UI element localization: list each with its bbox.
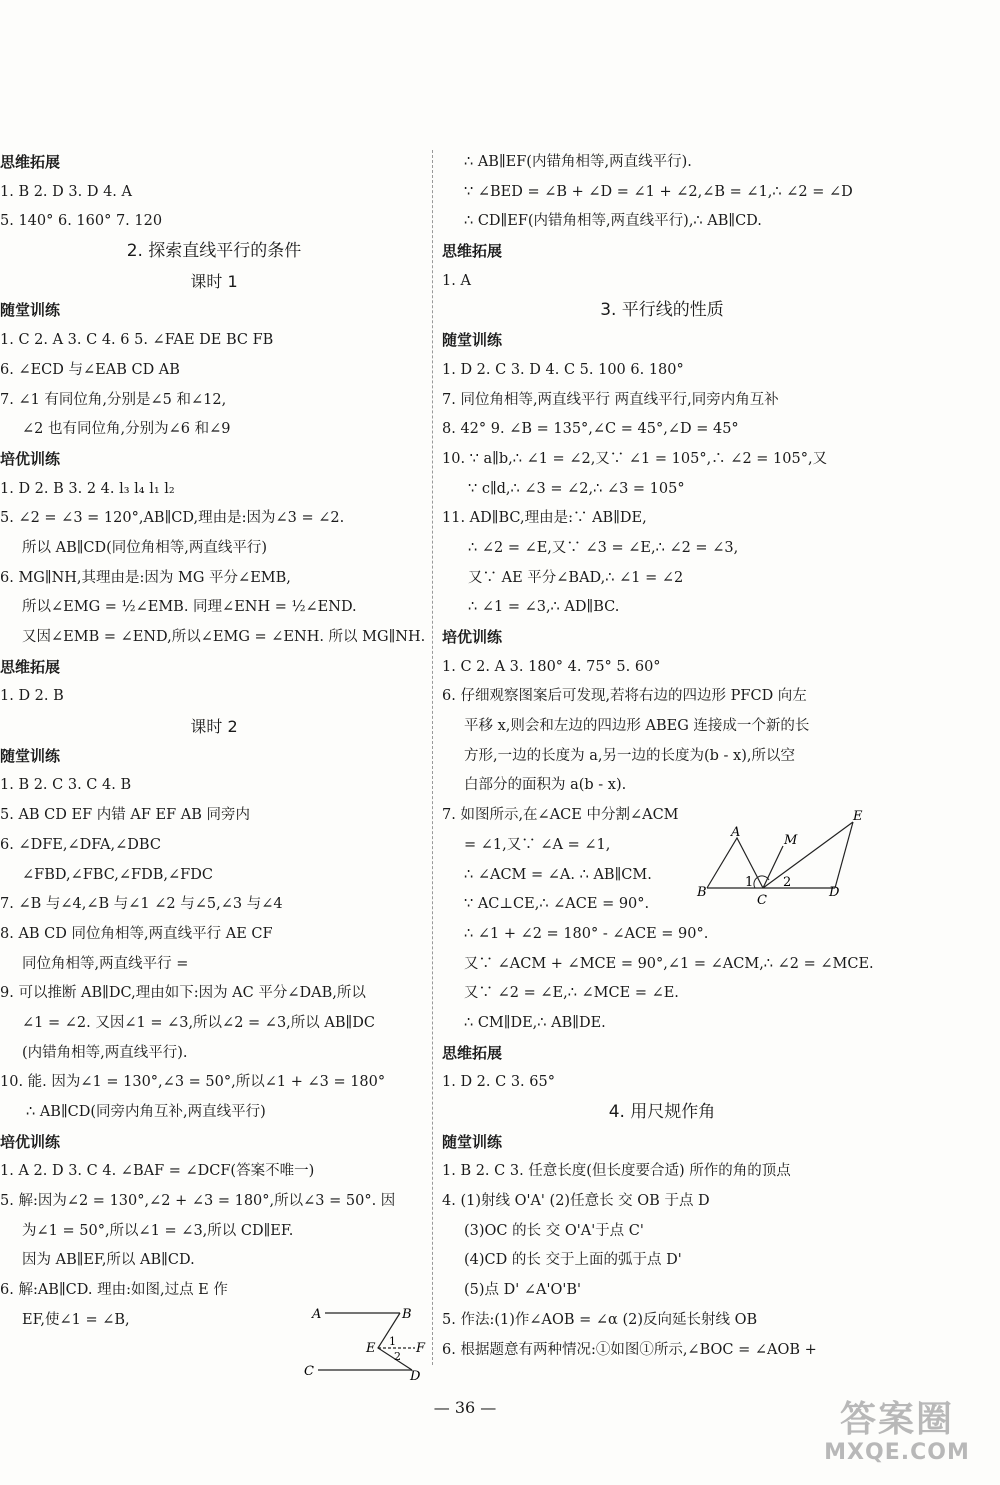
section-heading: 思维拓展	[0, 657, 61, 676]
answer-line: 5. AB CD EF 内错 AF EF AB 同旁内	[0, 807, 251, 824]
answer-line: 7. ∠1 有同位角,分别是∠5 和∠12,	[0, 391, 227, 408]
answer-line-continued: 同位角相等,两直线平行 =	[22, 955, 189, 972]
answer-line-continued: ∠2 也有同位角,分别为∠6 和∠9	[22, 421, 231, 438]
section-heading: 随堂训练	[442, 1132, 503, 1151]
answer-line: 6. 仔细观察图案后可发现,若将右边的四边形 PFCD 向左	[442, 688, 807, 705]
answer-line-continued: (内错角相等,两直线平行).	[22, 1044, 188, 1061]
fig2-label-A: A	[731, 825, 741, 840]
answer-line: 8. 42° 9. ∠B = 135°,∠C = 45°,∠D = 45°	[442, 421, 739, 438]
section-heading: 培优训练	[442, 628, 503, 646]
answer-line-continued: 平移 x,则会和左边的四边形 ABEG 连接成一个新的长	[464, 718, 810, 735]
answer-line-continued: ∵ c∥d,∴ ∠3 = ∠2,∴ ∠3 = 105°	[468, 480, 685, 497]
answer-line: 6. ∠DFE,∠DFA,∠DBC	[0, 836, 161, 853]
section-heading: 思维拓展	[442, 1043, 503, 1062]
right-column	[442, 148, 882, 1365]
fig1-label-D: D	[410, 1369, 421, 1384]
fig1-angle-1: 1	[389, 1335, 396, 1348]
fig1-label-F: F	[416, 1341, 426, 1356]
answer-line-continued: ∴ ∠1 = ∠3,∴ AD∥BC.	[468, 599, 620, 616]
answer-line: 7. ∠B 与∠4,∠B 与∠1 ∠2 与∠5,∠3 与∠4	[0, 896, 283, 913]
answer-line: 5. 解:因为∠2 = 130°,∠2 + ∠3 = 180°,所以∠3 = 50°. 因	[0, 1193, 396, 1210]
answer-line-continued: ∴ CM∥DE,∴ AB∥DE.	[464, 1014, 606, 1031]
answer-line: 9. 可以推断 AB∥DC,理由如下:因为 AC 平分∠DAB,所以	[0, 985, 366, 1002]
answer-line-continued: 又因∠EMB = ∠END,所以∠EMG = ∠ENH. 所以 MG∥NH.	[22, 629, 426, 645]
answer-line-continued: ∴ ∠1 + ∠2 = 180° - ∠ACE = 90°.	[464, 925, 709, 942]
section-heading: 思维拓展	[0, 153, 61, 171]
answer-line-continued: EF,使∠1 = ∠B,	[22, 1311, 130, 1328]
lesson-title: 课时 2	[190, 717, 238, 737]
answer-line: 6. 根据题意有两种情况:①如图①所示,∠BOC = ∠AOB +	[442, 1341, 817, 1358]
fig1-label-E: E	[366, 1341, 376, 1356]
answer-line: 5. ∠2 = ∠3 = 120°,AB∥CD,理由是:因为∠3 = ∠2.	[0, 510, 345, 527]
lesson-title: 课时 1	[190, 271, 238, 291]
angle-figure-right	[695, 808, 870, 908]
answer-line-continued: 所以∠EMG = ½∠EMB. 同理∠ENH = ½∠END.	[22, 599, 357, 616]
fig2-label-C: C	[757, 893, 767, 908]
fig2-label-D: D	[829, 885, 840, 900]
answer-line-continued: 所以 AB∥CD(同位角相等,两直线平行)	[22, 539, 268, 556]
answer-line-continued: 为∠1 = 50°,所以∠1 = ∠3,所以 CD∥EF.	[22, 1222, 294, 1239]
answer-line-continued: ∴ AB∥EF(内错角相等,两直线平行).	[464, 154, 692, 170]
answer-line-continued: ∴ AB∥CD(同旁内角互补,两直线平行)	[26, 1104, 266, 1120]
answer-line: 5. 140° 6. 160° 7. 120	[0, 213, 163, 230]
answer-line-continued: 方形,一边的长度为 a,另一边的长度为(b - x),所以空	[464, 747, 795, 764]
section-heading: 随堂训练	[442, 331, 503, 350]
answer-line: 5. 作法:(1)作∠AOB = ∠α (2)反向延长射线 OB	[442, 1311, 758, 1328]
answer-line: 6. ∠ECD 与∠EAB CD AB	[0, 361, 180, 378]
answer-line-continued: ∴ ∠2 = ∠E,又∵ ∠3 = ∠E,∴ ∠2 = ∠3,	[468, 539, 739, 556]
chapter-title: 4. 用尺规作角	[608, 1102, 716, 1122]
answer-line-continued: 又∵ AE 平分∠BAD,∴ ∠1 = ∠2	[468, 569, 684, 586]
answer-line-continued: = ∠1,又∵ ∠A = ∠1,	[464, 836, 611, 853]
answer-line: 4. (1)射线 O'A' (2)任意长 交 OB 于点 D	[442, 1193, 710, 1210]
answer-line-continued: 因为 AB∥EF,所以 AB∥CD.	[22, 1252, 195, 1269]
answer-line: 7. 同位角相等,两直线平行 两直线平行,同旁内角互补	[442, 391, 779, 408]
answer-line: 6. 解:AB∥CD. 理由:如图,过点 E 作	[0, 1282, 228, 1299]
answer-line-continued: (5)点 D' ∠A'O'B'	[464, 1282, 581, 1299]
fig1-label-C: C	[304, 1364, 314, 1379]
chapter-title: 3. 平行线的性质	[600, 300, 724, 321]
answer-line: 1. D 2. C 3. 65°	[442, 1074, 555, 1091]
answer-line: 1. B 2. D 3. D 4. A	[0, 183, 132, 200]
answer-line: 1. C 2. A 3. C 4. 6 5. ∠FAE DE BC FB	[0, 332, 274, 349]
answer-line: 10. 能. 因为∠1 = 130°,∠3 = 50°,所以∠1 + ∠3 = 180°	[0, 1074, 386, 1091]
column-divider	[432, 150, 433, 1365]
answer-line-continued: (4)CD 的长 交于上面的弧于点 D'	[464, 1252, 682, 1269]
watermark-logo: 答案圈 MXQE.COM	[824, 1399, 970, 1465]
section-heading: 随堂训练	[0, 301, 61, 320]
answer-line-continued: (3)OC 的长 交 O'A'于点 C'	[464, 1222, 644, 1239]
section-heading: 培优训练	[0, 449, 61, 468]
parallel-lines-figure-left	[300, 1300, 430, 1385]
answer-line: 1. D 2. B 3. 2 4. l₃ l₄ l₁ l₂	[0, 480, 175, 497]
answer-line: 10. ∵ a∥b,∴ ∠1 = ∠2,又∵ ∠1 = 105°,∴ ∠2 = 105°,又	[442, 450, 828, 467]
answer-line-continued: ∵ AC⊥CE,∴ ∠ACE = 90°.	[464, 896, 650, 913]
answer-line-continued: ∠1 = ∠2. 又因∠1 = ∠3,所以∠2 = ∠3,所以 AB∥DC	[22, 1014, 375, 1031]
answer-line-continued: 又∵ ∠2 = ∠E,∴ ∠MCE = ∠E.	[464, 985, 679, 1002]
page-number: — 36 —	[433, 1398, 497, 1417]
section-heading: 培优训练	[0, 1132, 61, 1151]
answer-line-continued: ∵ ∠BED = ∠B + ∠D = ∠1 + ∠2,∠B = ∠1,∴ ∠2 = ∠D	[464, 183, 853, 200]
fig2-label-E: E	[853, 809, 863, 824]
answer-line-continued: 白部分的面积为 a(b - x).	[464, 777, 627, 794]
fig1-angle-2: 2	[394, 1350, 401, 1363]
left-column	[0, 148, 428, 1336]
answer-line: 6. MG∥NH,其理由是:因为 MG 平分∠EMB,	[0, 569, 291, 586]
fig2-angle-2: 2	[783, 875, 792, 890]
section-heading: 随堂训练	[0, 746, 61, 765]
answer-line-continued: ∠FBD,∠FBC,∠FDB,∠FDC	[22, 866, 213, 883]
answer-line-continued: 又∵ ∠ACM + ∠MCE = 90°,∠1 = ∠ACM,∴ ∠2 = ∠MCE.	[464, 955, 874, 972]
answer-line: 1. A 2. D 3. C 4. ∠BAF = ∠DCF(答案不唯一)	[0, 1163, 315, 1180]
answer-line-continued: ∴ ∠ACM = ∠A. ∴ AB∥CM.	[464, 866, 652, 883]
answer-line: 1. A	[442, 272, 471, 289]
answer-line: 7. 如图所示,在∠ACE 中分割∠ACM	[442, 807, 679, 824]
answer-line: 1. D 2. B	[0, 688, 64, 705]
answer-line: 1. D 2. C 3. D 4. C 5. 100 6. 180°	[442, 361, 684, 378]
fig2-label-M: M	[784, 833, 798, 848]
section-heading: 思维拓展	[442, 242, 503, 261]
answer-line: 8. AB CD 同位角相等,两直线平行 AE CF	[0, 925, 273, 942]
fig1-label-A: A	[312, 1307, 322, 1322]
fig1-label-B: B	[402, 1307, 412, 1322]
answer-line: 1. B 2. C 3. C 4. B	[0, 777, 132, 794]
chapter-title: 2. 探索直线平行的条件	[126, 241, 302, 262]
answer-line: 1. B 2. C 3. 任意长度(但长度要合适) 所作的角的顶点	[442, 1163, 791, 1180]
fig2-angle-1: 1	[745, 875, 754, 890]
answer-line: 11. AD∥BC,理由是:∵ AB∥DE,	[442, 510, 647, 527]
answer-line: 1. C 2. A 3. 180° 4. 75° 5. 60°	[442, 658, 661, 675]
fig2-label-B: B	[697, 885, 707, 900]
answer-line-continued: ∴ CD∥EF(内错角相等,两直线平行),∴ AB∥CD.	[464, 213, 762, 230]
